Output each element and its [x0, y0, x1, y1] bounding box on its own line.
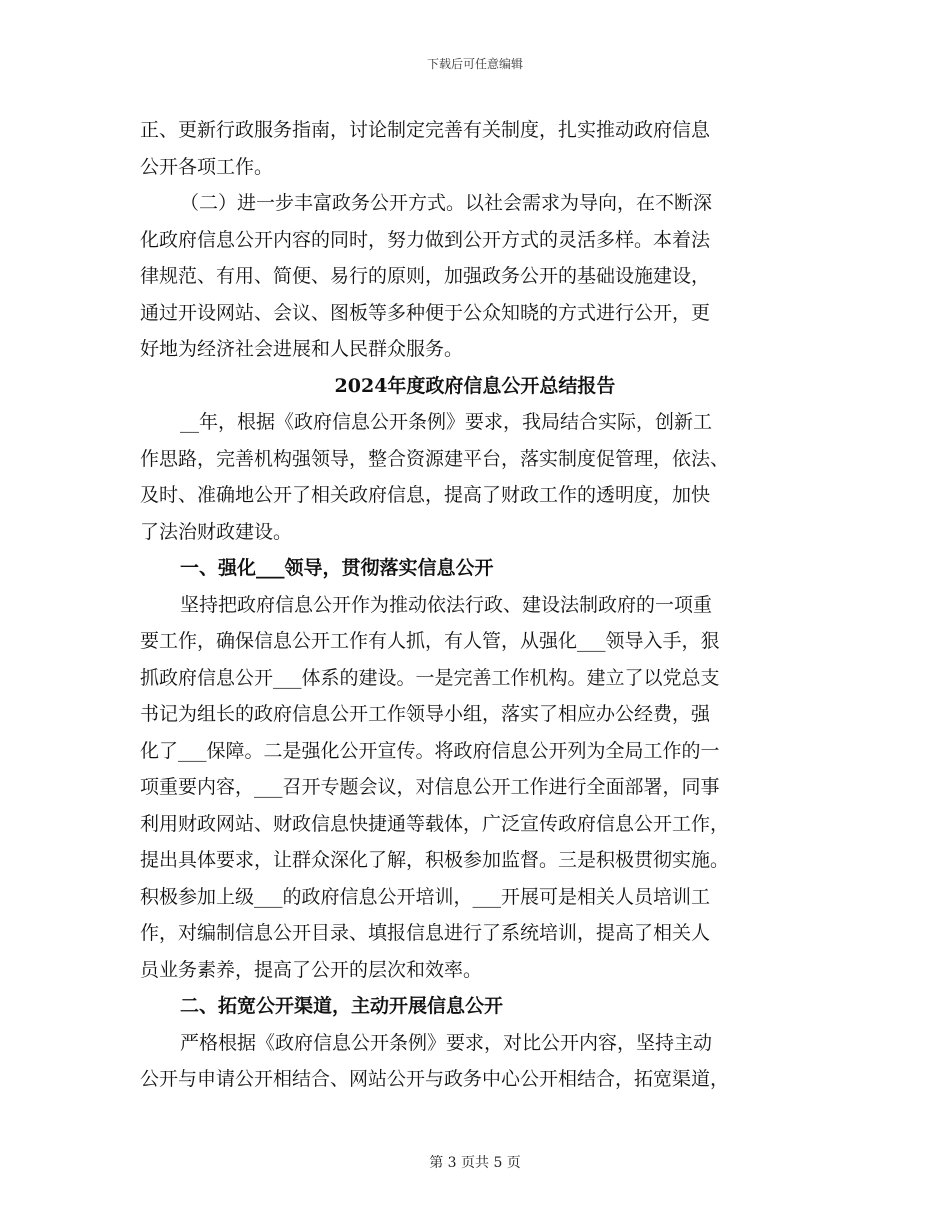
- header-note: 下载后可任意编辑: [426, 57, 523, 71]
- body-line: 坚持把政府信息公开作为推动依法行政、建设法制政府的一项重: [180, 593, 713, 616]
- body-line: 正、更新行政服务指南，讨论制定完善有关制度，扎实推动政府信息: [140, 119, 711, 141]
- body-line: 提出具体要求，让群众深化了解，积极参加监督。三是积极贯彻实施。: [140, 849, 730, 871]
- body-line: 作思路，完善机构强领导，整合资源建平台，落实制度促管理，依法、: [140, 447, 730, 470]
- body-line: 公开各项工作。: [140, 155, 274, 178]
- body-line: （二）进一步丰富政务公开方式。以社会需求为导向，在不断深: [180, 192, 713, 214]
- body-line: 公开与申请公开相结合、网站公开与政务中心公开相结合，拓宽渠道，: [140, 1068, 730, 1090]
- section-heading: 二、拓宽公开渠道，主动开展信息公开: [180, 995, 504, 1017]
- body-line: 通过开设网站、会议、图板等多种便于公众知晓的方式进行公开，更: [140, 301, 711, 324]
- body-line: 律规范、有用、简便、易行的原则，加强政务公开的基础设施建设，: [140, 265, 711, 287]
- body-line: 作，对编制信息公开目录、填报信息进行了系统培训，提高了相关人: [140, 922, 711, 944]
- body-line: 抓政府信息公开___体系的建设。一是完善工作机构。建立了以党总支: [140, 666, 720, 689]
- section-heading: 一、强化___领导，贯彻落实信息公开: [180, 557, 494, 579]
- body-line: __年，根据《政府信息公开条例》要求，我局结合实际，创新工: [180, 411, 713, 433]
- document-title: 2024年度政府信息公开总结报告: [334, 374, 616, 397]
- body-line: 员业务素养，提高了公开的层次和效率。: [140, 958, 483, 981]
- page-number-footer: 第 3 页共 5 页: [429, 1155, 521, 1171]
- body-line: 要工作，确保信息公开工作有人抓，有人管，从强化___领导入手，狠: [140, 630, 720, 652]
- body-line: 严格根据《政府信息公开条例》要求，对比公开内容，坚持主动: [180, 1031, 713, 1054]
- body-line: 项重要内容，___召开专题会议，对信息公开工作进行全面部署，同事: [140, 776, 720, 798]
- body-line: 积极参加上级___的政府信息公开培训，___开展可是相关人员培训工: [140, 885, 711, 908]
- body-line: 化了___保障。二是强化公开宣传。将政府信息公开列为全局工作的一: [140, 739, 720, 762]
- body-line: 及时、准确地公开了相关政府信息，提高了财政工作的透明度，加快: [140, 484, 711, 506]
- body-line: 化政府信息公开内容的同时，努力做到公开方式的灵活多样。本着法: [140, 228, 711, 251]
- body-line: 利用财政网站、财政信息快捷通等载体，广泛宣传政府信息公开工作，: [140, 812, 730, 835]
- document-body: [140, 112, 810, 1098]
- body-line: 书记为组长的政府信息公开工作领导小组，落实了相应办公经费，强: [140, 703, 711, 725]
- body-line: 了法治财政建设。: [140, 520, 293, 543]
- body-line: 好地为经济社会进展和人民群众服务。: [140, 338, 464, 360]
